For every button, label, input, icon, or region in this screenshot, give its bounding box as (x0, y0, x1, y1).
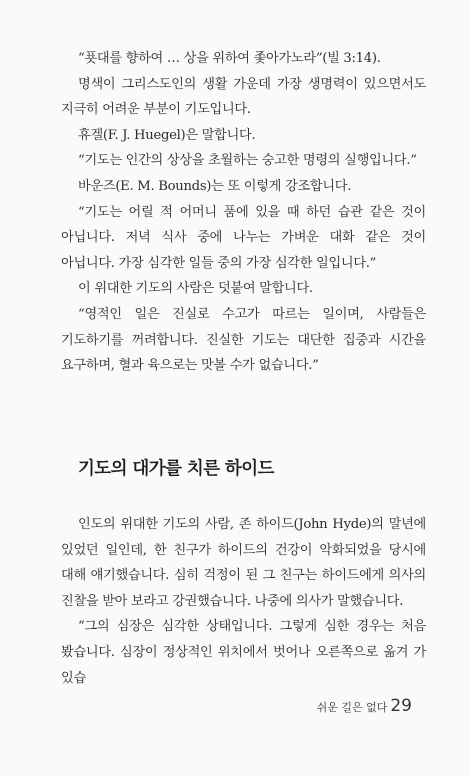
quote-doctor: “그의 심장은 심각한 상태입니다. 그렇게 심한 경우는 처음 봤습니다. 심장이 정상적인 위치에서 벗어나 오른쪽으로 옮겨 가 있습 (61, 619, 426, 686)
paragraph: 바운즈(E. M. Bounds)는 또 이렇게 강조합니다. (78, 178, 352, 194)
page-number: 29 (390, 696, 412, 716)
paragraph: 이 위대한 기도의 사람은 덧붙여 말합니다. (78, 281, 313, 297)
paragraph: 휴겔(F. J. Huegel)은 말합니다. (78, 127, 256, 143)
section-hyde (61, 512, 426, 691)
page-footer (317, 696, 412, 716)
quote-philippians: “푯대를 향하여 … 상을 위하여 좇아가노라”(빌 3:14). (78, 51, 381, 66)
quote-spiritual-work: “영적인 일은 진실로 수고가 따르는 일이며, 사람들은 기도하기를 꺼려합니다. 진실한 기도는 대단한 집중과 시간을 요구하며, 혈과 육으로는 맛볼 수가 없습니다.” (61, 306, 426, 374)
section-intro (61, 46, 426, 379)
paragraph: 인도의 위대한 기도의 사람, 존 하이드(John Hyde)의 말년에 있었던 일인데, 한 친구가 하이드의 건강이 악화되었을 당시에 대해 얘기했습니다. 심히 걱정이 된 그 친구는 하이드에게 의사의 진찰을 받아 보라고 강권했습니다. 나중에 의사가 말했습니다. (61, 517, 426, 609)
section-heading: 기도의 대가를 치른 하이드 (78, 459, 274, 479)
paragraph: 명색이 그리스도인의 생활 가운데 가장 생명력이 있으면서도 지극히 어려운 부분이 기도입니다. (61, 76, 426, 118)
quote-bounds: “기도는 어릴 적 어머니 품에 있을 때 하던 습관 같은 것이 아닙니다. 저녁 식사 중에 나누는 가벼운 대화 같은 것이 아닙니다. 가장 심각한 일들 중의 가장 심각한 일입니다.” (61, 204, 426, 271)
quote-huegel: “기도는 인간의 상상을 초월하는 숭고한 명령의 실행입니다.” (78, 153, 417, 169)
running-title: 쉬운 길은 없다 (316, 701, 388, 714)
